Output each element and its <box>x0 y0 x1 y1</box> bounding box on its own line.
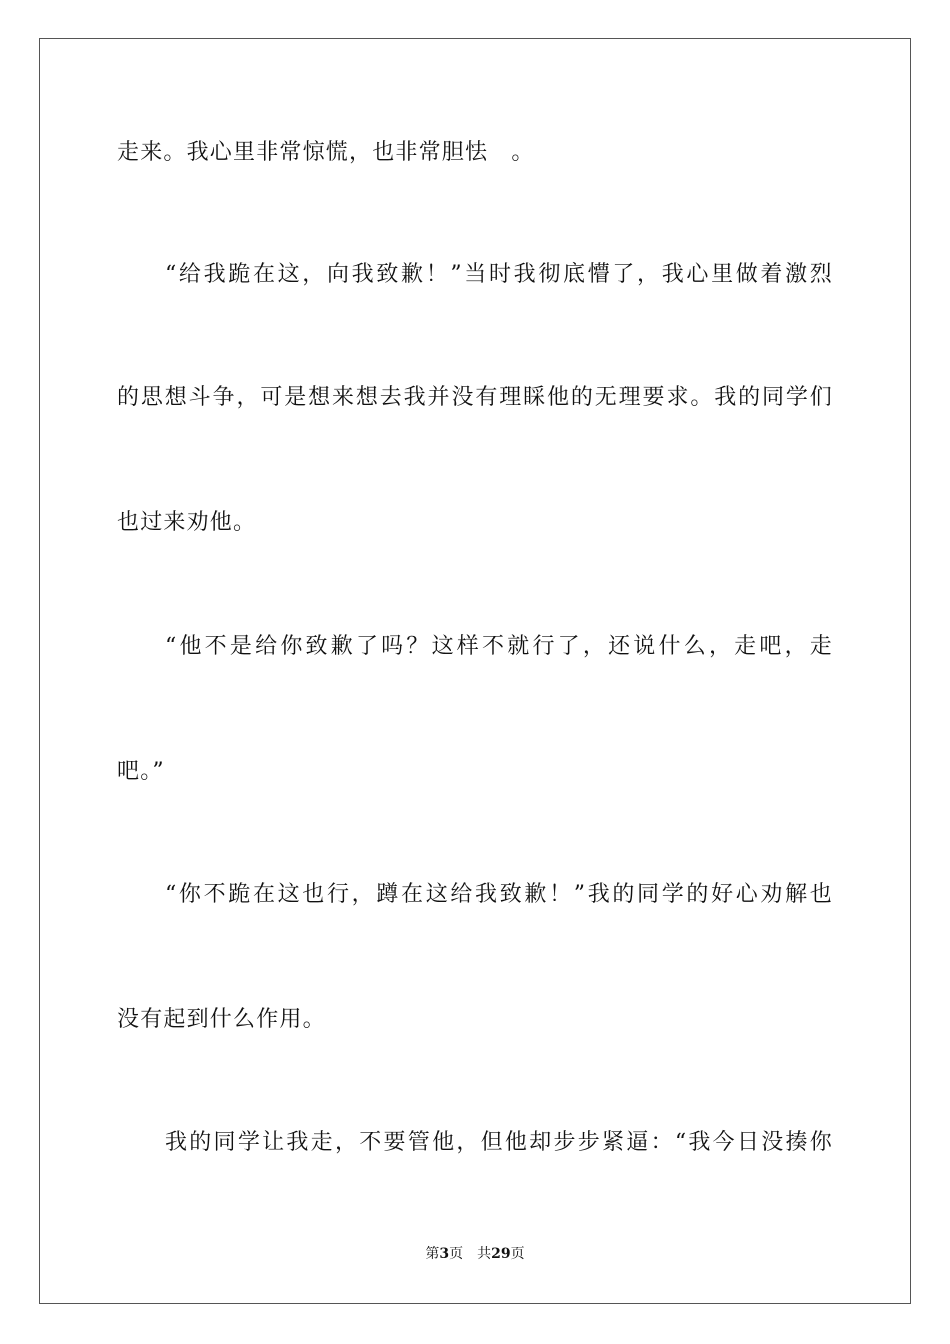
text-line-9: 我的同学让我走，不要管他，但他却步步紧逼：“我今日没揍你 <box>165 1130 833 1155</box>
page-total: 29 <box>491 1246 511 1262</box>
page-suffix: 页 <box>449 1246 464 1262</box>
text-line-6: 吧。” <box>117 759 165 784</box>
page-prefix: 第 <box>425 1246 440 1262</box>
text-line-5: “他不是给你致歉了吗？这样不就行了，还说什么，走吧，走 <box>165 634 833 659</box>
text-line-4: 也过来劝他。 <box>117 510 257 535</box>
text-line-2: “给我跪在这，向我致歉！”当时我彻底懵了，我心里做着激烈 <box>165 262 833 287</box>
page-footer <box>0 1245 950 1263</box>
total-suffix: 页 <box>510 1246 525 1262</box>
text-line-8: 没有起到什么作用。 <box>117 1007 326 1032</box>
total-prefix: 共 <box>477 1246 492 1262</box>
text-line-1: 走来。我心里非常惊慌，也非常胆怯 。 <box>117 140 535 165</box>
text-line-7: “你不跪在这也行，蹲在这给我致歉！”我的同学的好心劝解也 <box>165 882 833 907</box>
page-border <box>39 38 911 1304</box>
text-line-3: 的思想斗争，可是想来想去我并没有理睬他的无理要求。我的同学们 <box>117 385 833 410</box>
page-number: 3 <box>439 1246 450 1262</box>
